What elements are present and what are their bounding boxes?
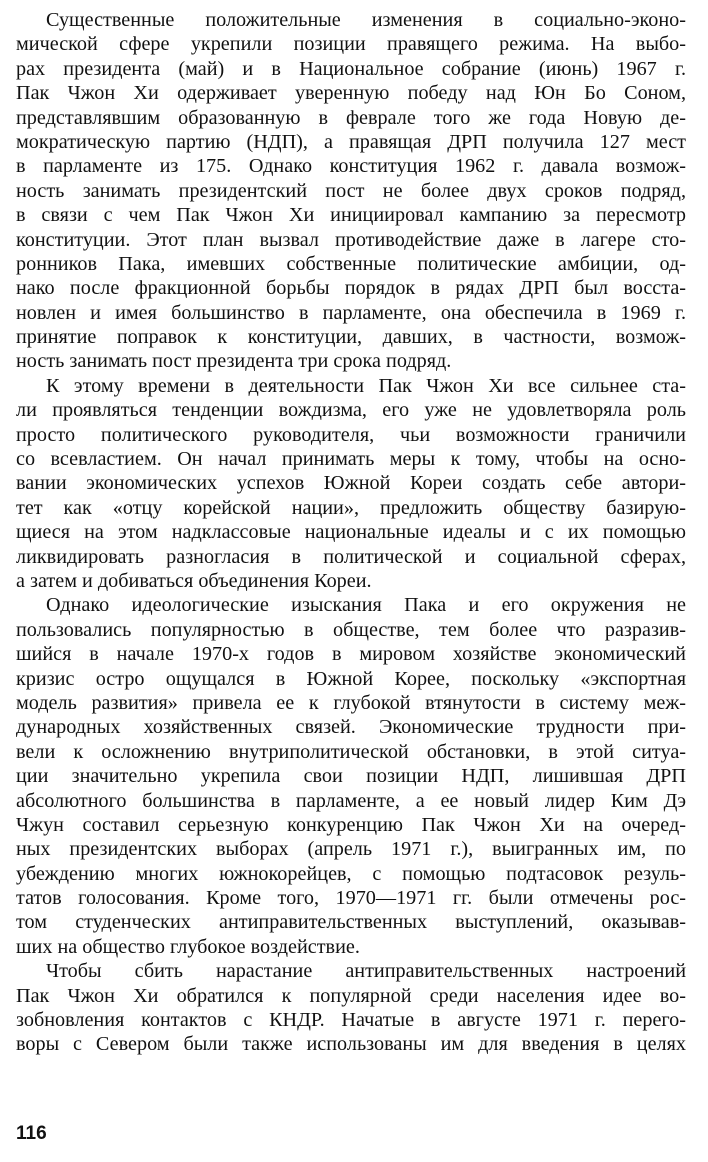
text-line: в парламенте из 175. Однако конституция 1962 г. давала возмож- [16, 155, 686, 178]
text-line: кризис остро ощущался в Южной Корее, поскольку «экспортная [16, 667, 686, 690]
text-line: щиеся на этом надклассовые национальные идеалы и с их помощью [16, 521, 686, 544]
page-number: 116 [16, 1123, 47, 1144]
text-line: ших на общество глубокое воздействие. [16, 935, 360, 958]
text-line: дународных хозяйственных связей. Экономические трудности при- [16, 716, 686, 739]
text-line: воры с Севером были также использованы им для введения в целях [16, 1033, 686, 1056]
text-line: ность занимать пост президента три срока подряд. [16, 350, 452, 373]
text-line: ных президентских выборах (апрель 1971 г.), выигранных им, по [16, 838, 686, 861]
text-line: Существенные положительные изменения в социально-эконо- [46, 9, 686, 31]
text-line: К этому времени в деятельности Пак Чжон Хи все сильнее ста- [46, 374, 686, 397]
text-line: ции значительно укрепила свои позиции НДП, лишившая ДРП [16, 765, 686, 788]
text-line: вели к осложнению внутриполитической обстановки, в этой ситуа- [16, 740, 686, 763]
paragraph-2 [16, 374, 686, 594]
text-line: новлен и имея большинство в парламенте, она обеспечила в 1969 г. [16, 301, 686, 324]
text-line: Чжун составил серьезную конкуренцию Пак Чжон Хи на очеред- [16, 813, 686, 836]
text-line: нако после фракционной борьбы порядок в рядах ДРП был восста- [16, 277, 686, 300]
text-line: представлявшим образованную в феврале того же года Новую де- [16, 106, 686, 129]
text-line: Пак Чжон Хи обратился к популярной среди населения идее во- [16, 984, 686, 1007]
paragraph-1 [16, 8, 686, 374]
text-line: Чтобы сбить нарастание антиправительственных настроений [46, 960, 686, 983]
paragraph-3 [16, 593, 686, 959]
text-line: зобновления контактов с КНДР. Начатые в августе 1971 г. перего- [16, 1009, 686, 1032]
text-line: татов голосования. Кроме того, 1970—1971 гг. были отмечены рос- [16, 887, 686, 910]
text-line: Пак Чжон Хи одерживает уверенную победу над Юн Бо Соном, [16, 82, 686, 105]
text-line: мократическую партию (НДП), а правящая ДРП получила 127 мест [16, 130, 686, 153]
page-body [16, 8, 686, 1057]
text-line: а затем и добиваться объединения Кореи. [16, 569, 372, 592]
paragraph-4 [16, 959, 686, 1057]
text-line: мической сфере укрепили позиции правящего режима. На выбо- [16, 33, 686, 56]
text-line: принятие поправок к конституции, давших, в частности, возмож- [16, 326, 686, 349]
text-line: конституции. Этот план вызвал противодействие даже в лагере сто- [16, 228, 686, 251]
text-line: ли проявляться тенденции вождизма, его уже не удовлетворяла роль [16, 399, 686, 422]
text-line: убеждению многих южнокорейцев, с помощью подтасовок резуль- [16, 862, 686, 885]
text-line: Однако идеологические изыскания Пака и его окружения не [46, 594, 686, 617]
text-line: вании экономических успехов Южной Кореи создать себе автори- [16, 472, 686, 495]
text-line: тет как «отцу корейской нации», предложить обществу базирую- [16, 496, 686, 519]
text-line: ликвидировать разногласия в политической и социальной сферах, [16, 545, 686, 568]
text-line: со всевластием. Он начал принимать меры к тому, чтобы на осно- [16, 448, 686, 471]
text-line: шийся в начале 1970-х годов в мировом хозяйстве экономический [16, 643, 686, 666]
text-line: ронников Пака, имевших собственные политические амбиции, од- [16, 252, 686, 275]
text-line: том студенческих антиправительственных выступлений, оказывав- [16, 911, 686, 934]
text-line: в связи с чем Пак Чжон Хи инициировал кампанию за пересмотр [16, 204, 686, 227]
text-line: модель развития» привела ее к глубокой втянутости в систему меж- [16, 691, 686, 714]
text-line: рах президента (май) и в Национальное собрание (июнь) 1967 г. [16, 57, 686, 80]
text-line: ность занимать президентский пост не более двух сроков подряд, [16, 179, 686, 202]
text-line: абсолютного большинства в парламенте, а ее новый лидер Ким Дэ [16, 789, 686, 812]
text-line: просто политического руководителя, чьи возможности граничили [16, 423, 686, 446]
text-line: пользовались популярностью в обществе, тем более что разразив- [16, 618, 686, 641]
